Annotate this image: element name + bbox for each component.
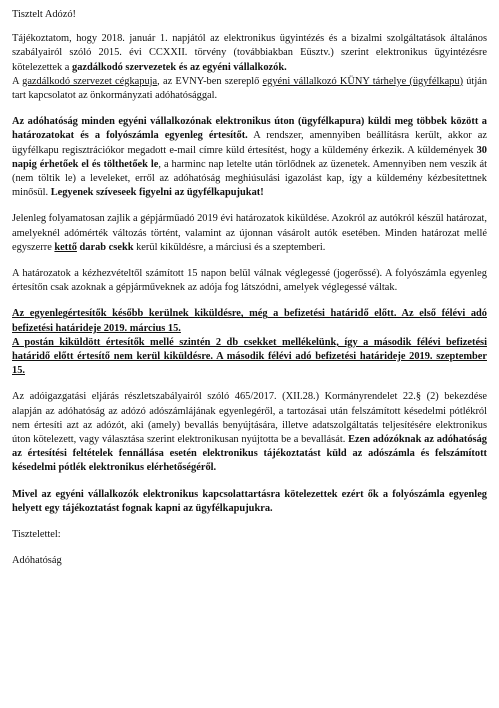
para1-text-a: Tájékoztatom, hogy 2018. január 1. napjától az elektronikus ügyintézés és a bizalmi szolgáltatások általános szabályairól szóló 2015. évi CCXXII. törvény (továbbiakban Eüsztv.) szerint elektronikus ügyintézésre kötelezettek a bbox=[12, 33, 487, 73]
signature: Adóhatóság bbox=[12, 555, 62, 567]
para1-text-e: , az EVNY-ben szereplő bbox=[157, 75, 263, 87]
para2-bold-intro: Az adóhatóság minden egyéni vállalkozónak elektronikus úton (ügyfélkapura) küldi meg többek között a határozatokat és a folyószámla egyenleg értesítőt. bbox=[12, 116, 487, 142]
para7-bold: Mivel az egyéni vállalkozók elektronikus kapcsolattartásra kötelezettek ezért ők a folyószámla egyenleg helyett egy tájékoztatást fognak kapni az ügyfélkapujukra. bbox=[12, 488, 487, 514]
para1-underline-kuny: egyéni vállalkozó KÜNY tárhelye (ügyfélkapu) bbox=[262, 75, 464, 87]
para3-text-d: kerül kiküldésre, a márciusi és a szeptemberi. bbox=[133, 241, 326, 253]
para5-deadline-second: A postán kiküldött értesítők mellé szintén 2 db csekket mellékelünk, így a második félévi befizetési határidő előtt értesítő nem kerül kiküldésre. A második félévi adó befizetési határideje 2019. szeptember 15. bbox=[12, 336, 487, 377]
para6-text-a: Az adóigazgatási eljárás részletszabályairól szóló 465/2017. (XII.28.) Kormányrendelet 22.§ (2) bekezdése alapján az adóhatóság az adózó adószámlájának egyenlegéről, a tartozásai után felszámított késedelmi pótlékról nem értesíti azt az adózót, aki (amely) bevallás benyújtására, illetve adatszolgáltatás teljesítésére elektronikus úton kötelezett, vagy választása szerint elektronikusan nyújtotta be a bevallását. bbox=[12, 391, 487, 446]
paragraph-vehicle-tax bbox=[12, 212, 487, 255]
para2-bold-30-days: 30 napig érhetőek el és tölthetőek le bbox=[12, 144, 487, 170]
paragraph-finality: A határozatok a kézhezvételtől számított 15 napon belül válnak véglegessé (jogerőssé). A folyószámla egyenleg értesítőn csak azoknak a gépjárműveknek az adója fog látszódni, amelyek véglegessé váltak. bbox=[12, 268, 487, 294]
para3-bold-underline-ketto: kettő bbox=[54, 241, 77, 253]
para2-text-d: , a harminc nap letelte után törlődnek az üzenetek. Amennyiben nem veszik át (nem töltik le) a leveleket, erről az adóhatóság meghiúsulási igazolást kap, így a küldemény kézbesítettnek minősül. bbox=[12, 158, 488, 199]
closing: Tisztelettel: bbox=[12, 529, 61, 541]
para5-deadline-first: Az egyenlegértesítők később kerülnek kiküldésre, még a befizetési határidő előtt. Az első félévi adó befizetési határideje 2019. március 15. bbox=[12, 308, 487, 334]
para1-bold-subjects: gazdálkodó szervezetek és az egyéni vállalkozók. bbox=[72, 61, 287, 73]
para6-bold-notice: Ezen adózóknak az adóhatóság az értesítési feltételek fennállása esetén elektronikus tájékoztatást küld az adószámla és felszámított késedelmi pótlék elektronikus elérhetőségéről. bbox=[12, 434, 487, 474]
para2-bold-warning: Legyenek szíveseek figyelni az ügyfélkapujukat! bbox=[50, 187, 264, 199]
paragraph-electronic-delivery bbox=[12, 115, 487, 200]
para2-text-b: A rendszer, amennyiben beállításra került, akkor az ügyfélkapu regisztrációkor megadott e-mail címre küld értesítést, hogy a küldemény érkezik. A küldemények bbox=[12, 130, 487, 156]
para1-text-c: A bbox=[12, 75, 23, 87]
greeting: Tisztelt Adózó! bbox=[12, 9, 76, 20]
para1-underline-cegkapu: gazdálkodó szervezet cégkapuja bbox=[22, 75, 158, 87]
paragraph-deadlines bbox=[12, 307, 487, 378]
para1-text-g: útján tart kapcsolatot az önkormányzati adóhatósággal. bbox=[12, 75, 488, 102]
paragraph-conclusion bbox=[12, 488, 487, 516]
paragraph-obligation bbox=[12, 32, 487, 103]
para3-bold-csekk: darab csekk bbox=[76, 241, 134, 253]
para3-text-a: Jelenleg folyamatosan zajlik a gépjárműadó 2019 évi határozatok kiküldése. Azokról az autókról készül határozat, amelyeknél adómérték változás történt, valamint az újonnan vásárolt autók esetében. Minden határozat mellé egyszerre bbox=[12, 213, 487, 253]
paragraph-regulation bbox=[12, 390, 487, 475]
